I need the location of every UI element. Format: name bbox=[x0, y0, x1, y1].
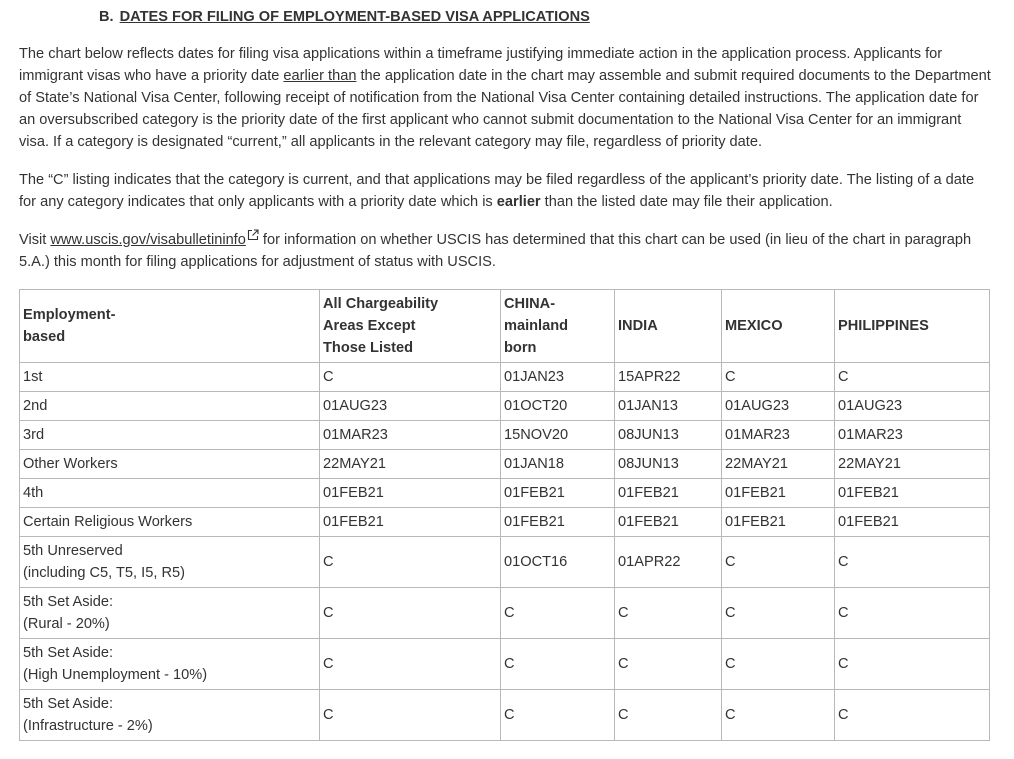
header-line: based bbox=[23, 329, 66, 345]
table-cell: C bbox=[501, 639, 615, 690]
uscis-text-start: Visit bbox=[19, 232, 51, 248]
section-title: DATES FOR FILING OF EMPLOYMENT-BASED VISA APPLICATIONS bbox=[119, 9, 590, 25]
table-cell: C bbox=[320, 639, 501, 690]
header-philippines bbox=[835, 290, 990, 363]
table-row bbox=[20, 588, 990, 639]
table-cell: C bbox=[320, 588, 501, 639]
row-category bbox=[20, 639, 320, 690]
table-cell: 01MAR23 bbox=[722, 421, 835, 450]
table-cell: C bbox=[835, 363, 990, 392]
table-cell: 01AUG23 bbox=[835, 392, 990, 421]
header-mexico bbox=[722, 290, 835, 363]
filing-dates-table bbox=[19, 289, 990, 741]
table-cell: C bbox=[835, 639, 990, 690]
current-listing-paragraph bbox=[19, 169, 991, 213]
table-row bbox=[20, 508, 990, 537]
category-line: 5th Set Aside: bbox=[23, 594, 114, 610]
table-cell: 01MAR23 bbox=[835, 421, 990, 450]
table-cell: C bbox=[722, 588, 835, 639]
header-employment-based bbox=[20, 290, 320, 363]
table-cell: 15APR22 bbox=[615, 363, 722, 392]
intro-text-start: The chart below reflects dates for filing visa applications within a timeframe justifying immediate action in the application process. Applicants for immigrant visas who have a priority date bbox=[19, 46, 943, 84]
table-cell: 22MAY21 bbox=[722, 450, 835, 479]
category-line: (High Unemployment - 10%) bbox=[23, 667, 208, 683]
table-row bbox=[20, 421, 990, 450]
header-line: mainland bbox=[504, 318, 569, 334]
table-cell: 01JAN13 bbox=[615, 392, 722, 421]
table-row bbox=[20, 363, 990, 392]
table-cell: 01JAN18 bbox=[501, 450, 615, 479]
current-text-end: than the listed date may file their application. bbox=[540, 194, 833, 210]
table-cell: 01FEB21 bbox=[320, 508, 501, 537]
table-cell: C bbox=[320, 537, 501, 588]
category-line: 3rd bbox=[23, 427, 45, 443]
table-cell: C bbox=[615, 588, 722, 639]
header-line: Those Listed bbox=[323, 340, 414, 356]
intro-emphasis: earlier than bbox=[283, 68, 357, 84]
table-cell: 15NOV20 bbox=[501, 421, 615, 450]
table-cell: 01FEB21 bbox=[615, 479, 722, 508]
table-body bbox=[20, 363, 990, 741]
category-line: Other Workers bbox=[23, 456, 118, 472]
table-cell: 01AUG23 bbox=[722, 392, 835, 421]
external-link-icon[interactable] bbox=[247, 229, 259, 241]
table-cell: 01FEB21 bbox=[501, 479, 615, 508]
category-line: (Infrastructure - 2%) bbox=[23, 718, 153, 734]
row-category bbox=[20, 450, 320, 479]
table-cell: 01FEB21 bbox=[320, 479, 501, 508]
row-category bbox=[20, 479, 320, 508]
row-category bbox=[20, 363, 320, 392]
table-cell: C bbox=[320, 363, 501, 392]
table-cell: 01AUG23 bbox=[320, 392, 501, 421]
category-line: 1st bbox=[23, 369, 43, 385]
table-cell: C bbox=[835, 690, 990, 741]
table-row bbox=[20, 450, 990, 479]
row-category bbox=[20, 421, 320, 450]
table-cell: C bbox=[501, 690, 615, 741]
intro-text-end: the application date in the chart may assemble and submit required documents to the Department of State’s National Visa Center, following receipt of notification from the National Visa Center containing detailed instructions. The application date for an oversubscribed category is the priority date of the first applicant who cannot submit documentation to the National Visa Center for an immigrant visa. If a category is designated “current,” all applicants in the relevant category may file, regardless of priority date. bbox=[19, 68, 991, 150]
uscis-paragraph bbox=[19, 229, 991, 273]
current-emphasis: earlier bbox=[496, 194, 541, 210]
category-line: Certain Religious Workers bbox=[23, 514, 193, 530]
table-cell: 01FEB21 bbox=[722, 508, 835, 537]
table-cell: 01MAR23 bbox=[320, 421, 501, 450]
table-cell: C bbox=[722, 537, 835, 588]
header-india bbox=[615, 290, 722, 363]
table-cell: 08JUN13 bbox=[615, 450, 722, 479]
header-line: born bbox=[504, 340, 537, 356]
table-cell: 01OCT16 bbox=[501, 537, 615, 588]
table-cell: 22MAY21 bbox=[835, 450, 990, 479]
header-line: Areas Except bbox=[323, 318, 416, 334]
table-row bbox=[20, 537, 990, 588]
category-line: 5th Set Aside: bbox=[23, 696, 114, 712]
intro-paragraph bbox=[19, 43, 991, 153]
table-cell: C bbox=[722, 363, 835, 392]
table-cell: C bbox=[835, 588, 990, 639]
header-line: MEXICO bbox=[725, 318, 783, 334]
row-category bbox=[20, 392, 320, 421]
category-line: (Rural - 20%) bbox=[23, 616, 110, 632]
header-china bbox=[501, 290, 615, 363]
category-line: 4th bbox=[23, 485, 44, 501]
table-cell: 01APR22 bbox=[615, 537, 722, 588]
row-category bbox=[20, 537, 320, 588]
table-cell: 01FEB21 bbox=[722, 479, 835, 508]
uscis-link[interactable]: www.uscis.gov/visabulletininfo bbox=[50, 232, 246, 248]
header-all-chargeability bbox=[320, 290, 501, 363]
table-row bbox=[20, 479, 990, 508]
uscis-text-end: for information on whether USCIS has determined that this chart can be used (in lieu of the chart in paragraph 5.A.) this month for filing applications for adjustment of status with USCIS. bbox=[19, 232, 972, 270]
table-row bbox=[20, 392, 990, 421]
category-line: 2nd bbox=[23, 398, 48, 414]
category-line: 5th Unreserved bbox=[23, 543, 123, 559]
table-cell: 01FEB21 bbox=[835, 508, 990, 537]
header-line: CHINA- bbox=[504, 296, 556, 312]
header-line: Employment- bbox=[23, 307, 116, 323]
section-heading bbox=[99, 6, 991, 28]
table-cell: C bbox=[615, 639, 722, 690]
table-cell: 01JAN23 bbox=[501, 363, 615, 392]
table-cell: C bbox=[722, 690, 835, 741]
table-cell: 08JUN13 bbox=[615, 421, 722, 450]
header-line: All Chargeability bbox=[323, 296, 439, 312]
bulletin-section bbox=[19, 0, 991, 741]
table-cell: 01FEB21 bbox=[835, 479, 990, 508]
section-letter: B. bbox=[99, 9, 114, 25]
header-line: PHILIPPINES bbox=[838, 318, 929, 334]
table-header-row bbox=[20, 290, 990, 363]
table-cell: C bbox=[835, 537, 990, 588]
table-cell: C bbox=[615, 690, 722, 741]
table-row bbox=[20, 639, 990, 690]
current-text-start: The “C” listing indicates that the category is current, and that applications may be filed regardless of the applicant’s priority date. The listing of a date for any category indicates that only applicants with a priority date which is bbox=[19, 172, 975, 210]
table-row bbox=[20, 690, 990, 741]
table-cell: 01FEB21 bbox=[501, 508, 615, 537]
header-line: INDIA bbox=[618, 318, 658, 334]
row-category bbox=[20, 508, 320, 537]
table-cell: 01OCT20 bbox=[501, 392, 615, 421]
row-category bbox=[20, 588, 320, 639]
table-cell: C bbox=[501, 588, 615, 639]
table-cell: C bbox=[722, 639, 835, 690]
row-category bbox=[20, 690, 320, 741]
table-cell: C bbox=[320, 690, 501, 741]
category-line: 5th Set Aside: bbox=[23, 645, 114, 661]
table-cell: 01FEB21 bbox=[615, 508, 722, 537]
table-cell: 22MAY21 bbox=[320, 450, 501, 479]
category-line: (including C5, T5, I5, R5) bbox=[23, 565, 185, 581]
